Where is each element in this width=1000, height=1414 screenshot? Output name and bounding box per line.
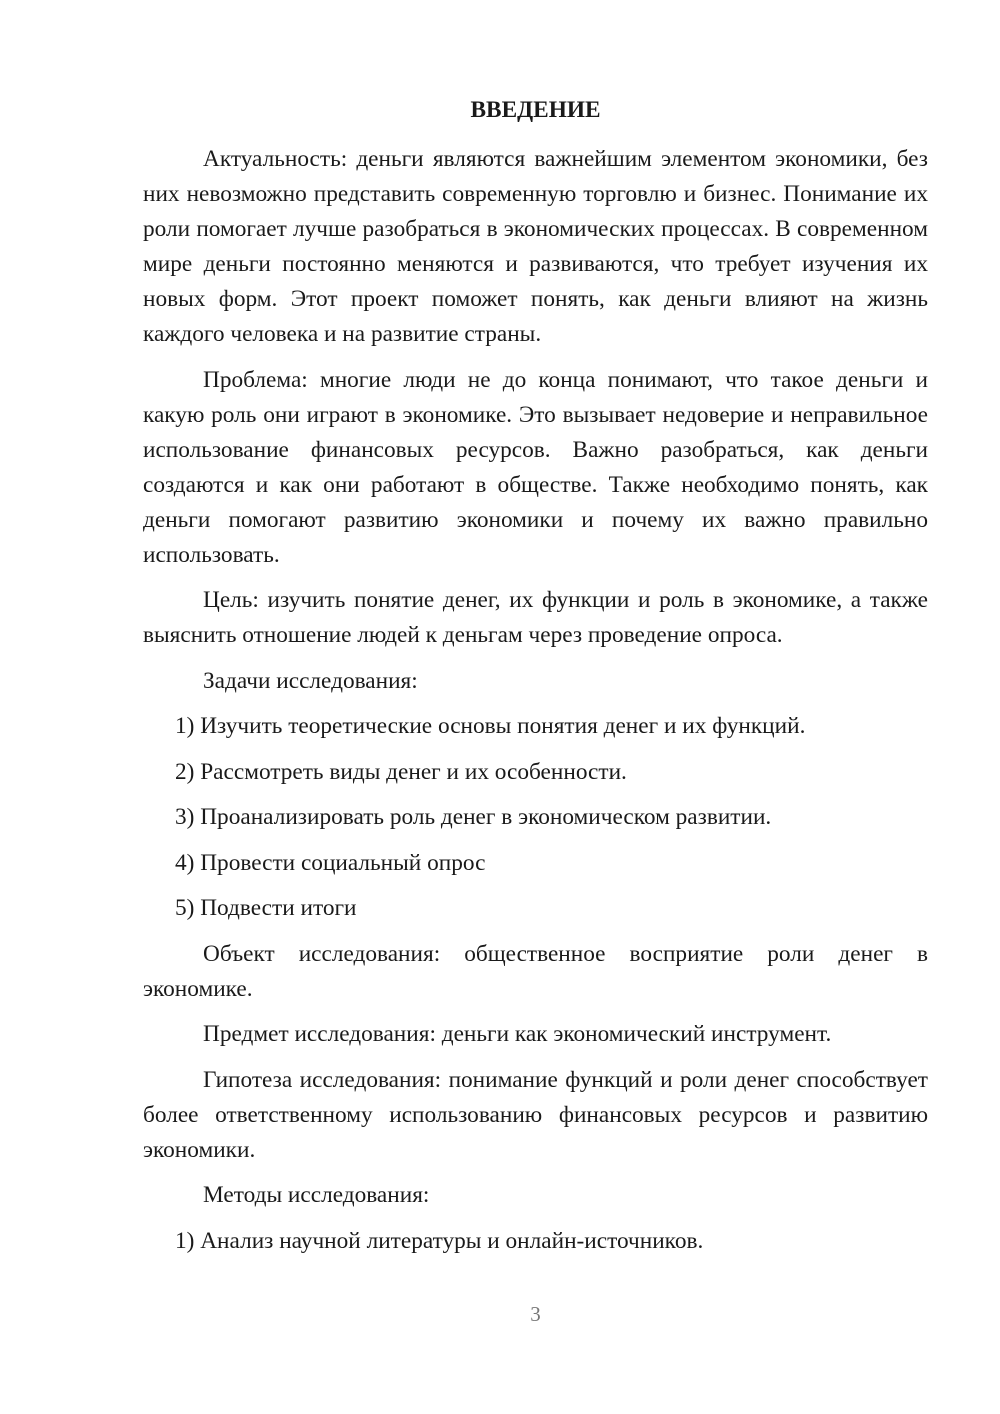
list-item: 3) Проанализировать роль денег в экономическом развитии. [175, 804, 772, 830]
methods-heading: Методы исследования: [203, 1182, 430, 1208]
paragraph-goal: Цель: изучить понятие денег, их функции и роль в экономике, а также выяснить отношение людей к деньгам через проведение опроса. [143, 587, 928, 648]
tasks-heading: Задачи исследования: [203, 667, 418, 694]
list-item: 1) Изучить теоретические основы понятия денег и их функций. [175, 713, 806, 739]
paragraph-hypothesis: Гипотеза исследования: понимание функций и роли денег способствует более ответственному использованию финансовых ресурсов и развитию экономики. [143, 1066, 928, 1163]
paragraph-subject: Предмет исследования: деньги как экономический инструмент. [203, 1021, 832, 1047]
page-number: 3 [530, 1302, 541, 1326]
list-item: 4) Провести социальный опрос [175, 849, 486, 876]
list-item: 5) Подвести итоги [175, 895, 357, 921]
page-content [143, 93, 928, 1269]
page-title: ВВЕДЕНИЕ [470, 97, 601, 123]
list-item: 2) Рассмотреть виды денег и их особенности. [175, 758, 627, 785]
paragraph-problem: Проблема: многие люди не до конца понимают, что такое деньги и какую роль они играют в экономике. Это вызывает недоверие и неправильное использование финансовых ресурсов. Важно разобраться, как деньги создаются и как они работают в обществе. Также необходимо понять, как деньги помогают развитию экономики и почему их важно правильно использовать. [143, 366, 928, 568]
list-item: 1) Анализ научной литературы и онлайн-источников. [175, 1227, 704, 1254]
paragraph-object: Объект исследования: общественное восприятие роли денег в экономике. [143, 940, 928, 1002]
paragraph-relevance: Актуальность: деньги являются важнейшим элементом экономики, без них невозможно представить современную торговлю и бизнес. Понимание их роли помогает лучше разобраться в экономических процессах. В современном мире деньги постоянно меняются и развиваются, что требует изучения их новых форм. Этот проект поможет понять, как деньги влияют на жизнь каждого человека и на развитие страны. [143, 146, 928, 347]
